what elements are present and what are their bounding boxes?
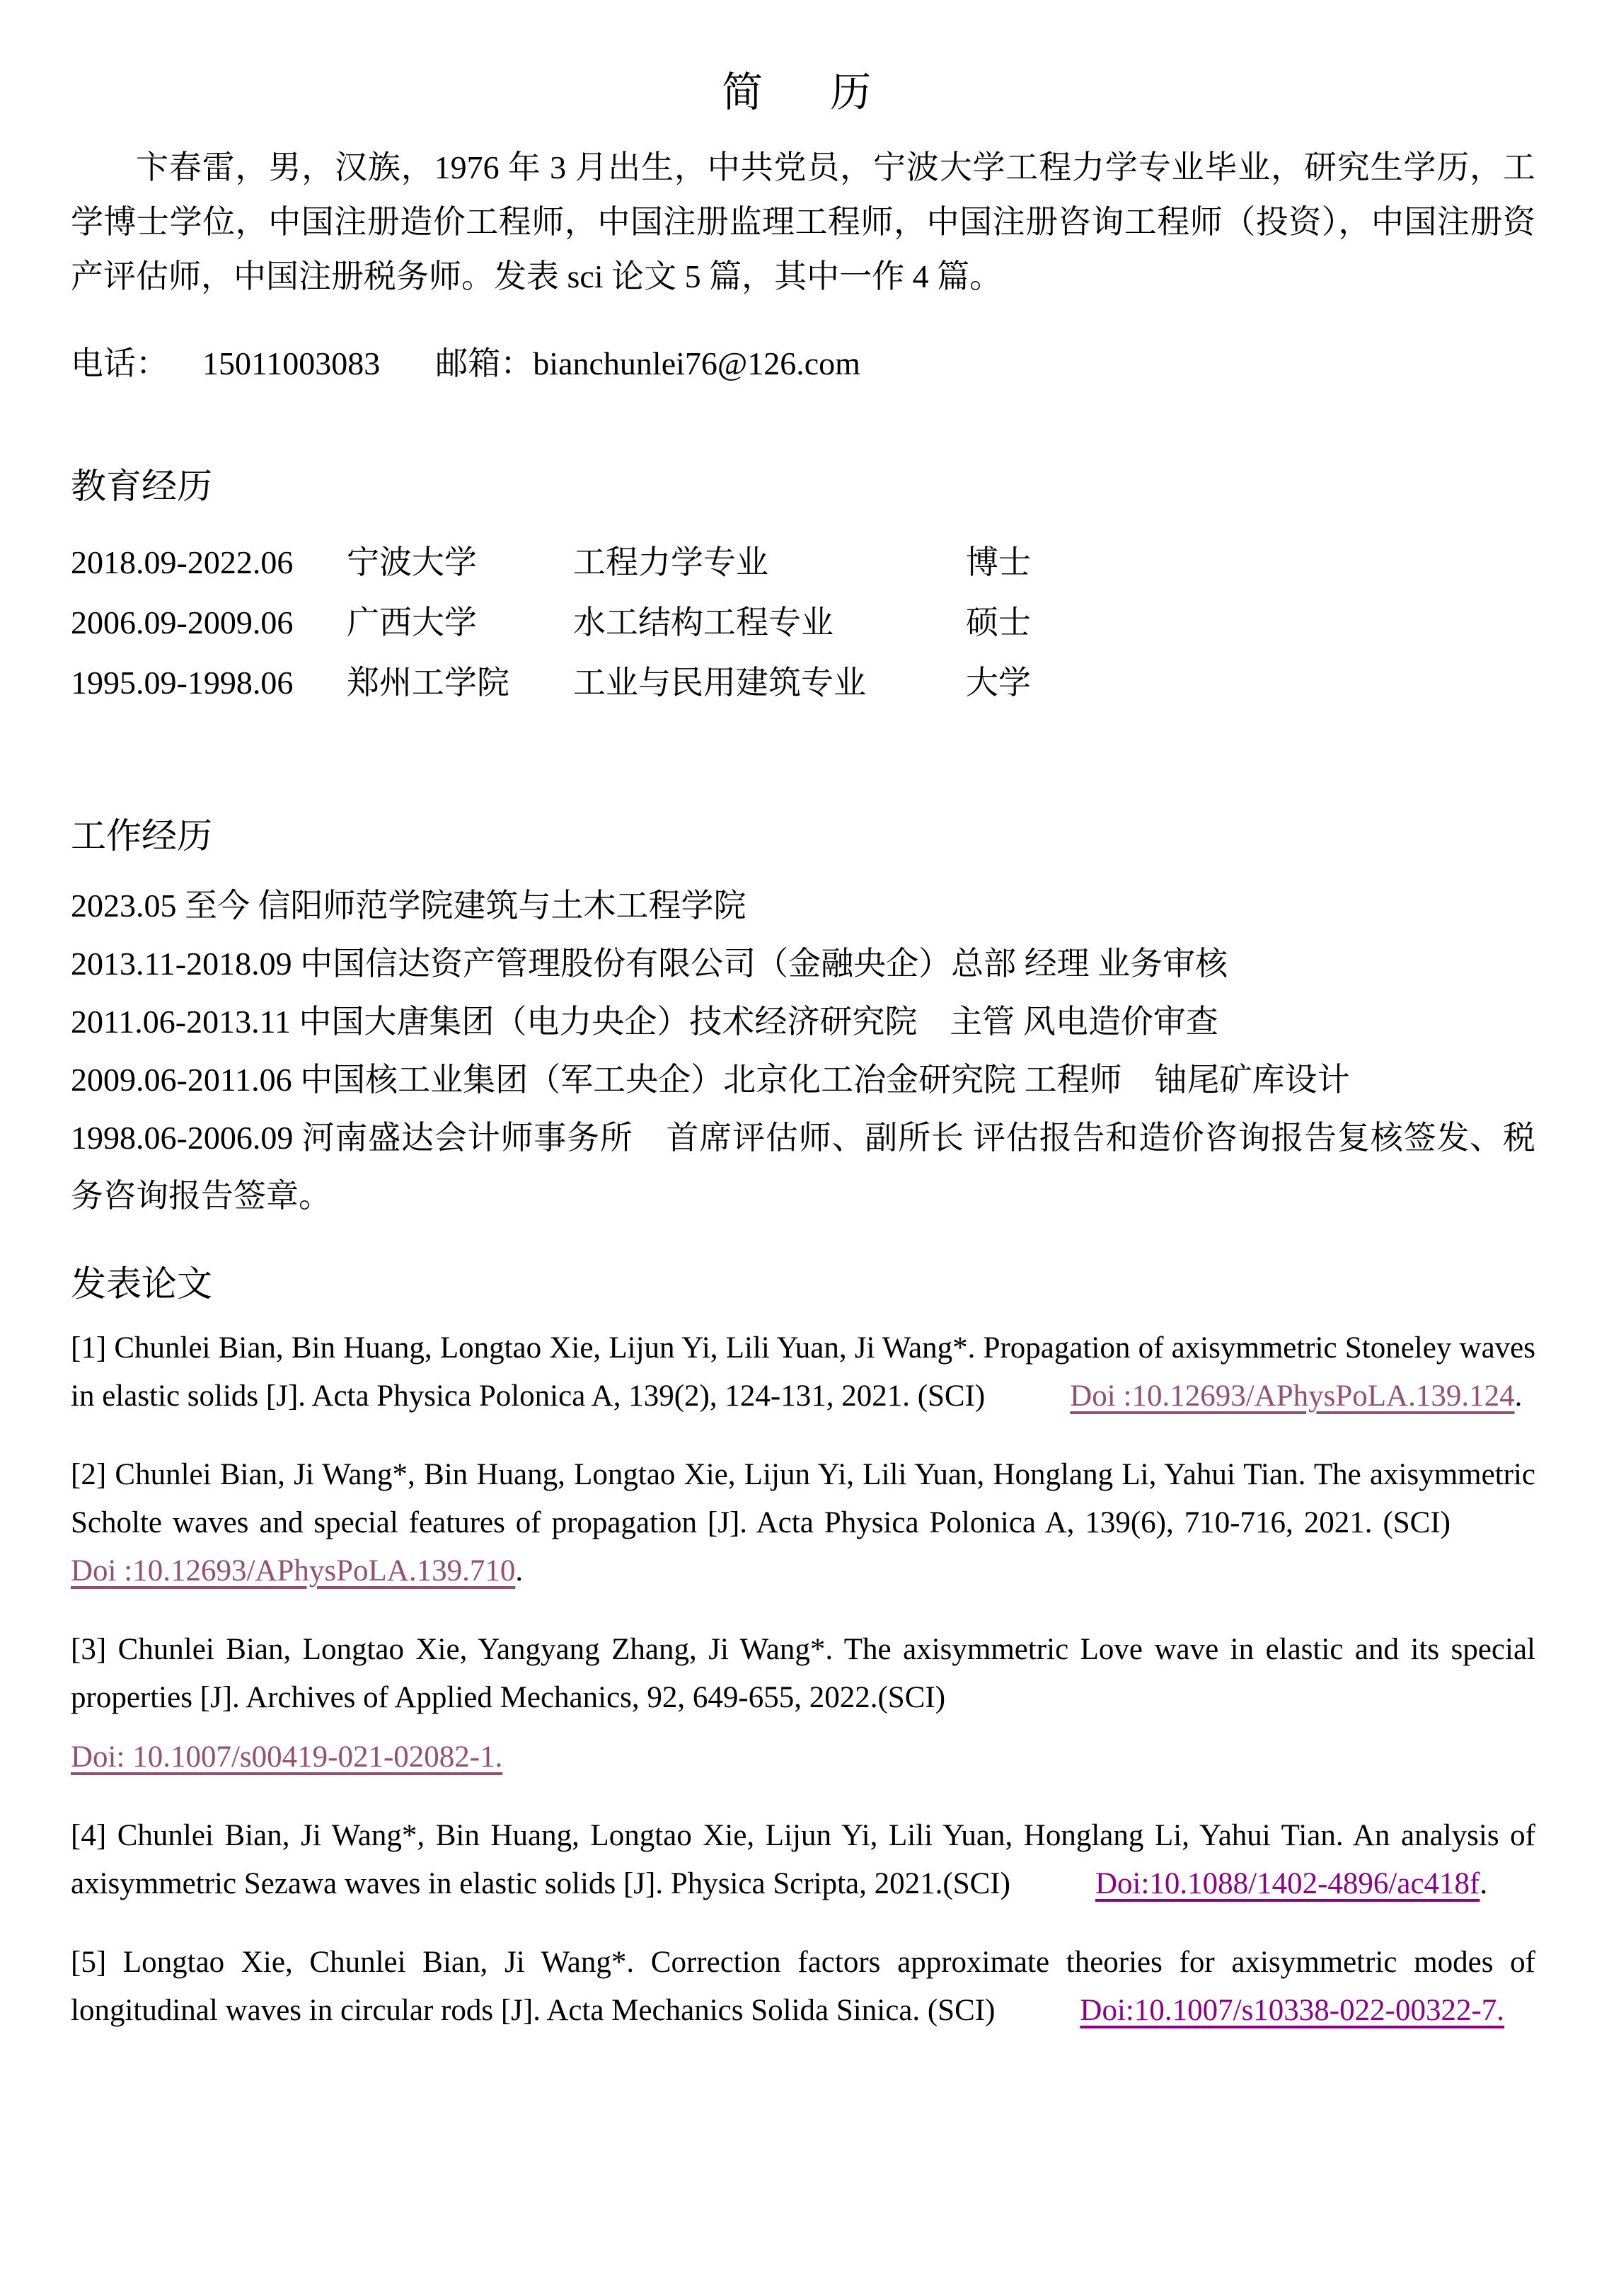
work-row: 2011.06-2013.11 中国大唐集团（电力央企）技术经济研究院 主管 风电造价审查 [71, 1003, 1218, 1040]
publication-suffix: . [1514, 1379, 1523, 1413]
intro-paragraph: 卞春雷，男，汉族，1976 年 3 月出生，中共党员，宁波大学工程力学专业毕业，研究生学历，工学博士学位，中国注册造价工程师，中国注册监理工程师，中国注册咨询工程师（投资），中国注册资产评估师，中国注册税务师。发表 sci 论文 5 篇，其中一作 4 篇。 [71, 149, 1535, 294]
publication-suffix: . [1480, 1867, 1488, 1900]
doi-line [71, 1733, 1535, 1781]
doi-link[interactable]: Doi: 10.1007/s00419-021-02082-1. [71, 1740, 503, 1774]
publications-list [71, 1324, 1535, 2035]
publication-item [71, 1324, 1535, 1420]
phone-number: 15011003083 [202, 345, 381, 381]
page-title: 简 历 [722, 69, 884, 115]
publication-item [71, 1939, 1535, 2035]
doi-link[interactable]: Doi:10.1007/s10338-022-00322-7. [1080, 1994, 1505, 2027]
education-degree: 博士 [966, 544, 1031, 580]
publication-item [71, 1626, 1535, 1781]
doi-link[interactable]: Doi :10.12693/APhysPoLA.139.710 [71, 1554, 516, 1588]
phone-label: 电话： [71, 345, 168, 381]
education-period: 1995.09-1998.06 [71, 665, 294, 701]
email-label: 邮箱： [435, 345, 534, 381]
work-heading: 工作经历 [71, 816, 212, 856]
education-heading: 教育经历 [71, 466, 212, 506]
publication-text: [1] Chunlei Bian, Bin Huang, Longtao Xie, Lijun Yi, Lili Yuan, Ji Wang*. Propagation of axisymmetric Stoneley waves in elastic solids [J]. Acta Physica Polonica A, 139(2), 124-131, 2021. (SCI) [71, 1331, 1535, 1413]
work-row: 2013.11-2018.09 中国信达资产管理股份有限公司（金融央企）总部 经理 业务审核 [71, 945, 1228, 982]
education-school: 广西大学 [347, 604, 477, 641]
education-row [71, 532, 1535, 592]
education-major: 工业与民用建筑专业 [573, 665, 866, 701]
education-table [71, 532, 1535, 713]
publication-text: [2] Chunlei Bian, Ji Wang*, Bin Huang, Longtao Xie, Lijun Yi, Lili Yuan, Honglang Li, Yahui Tian. The axisymmetric Scholte waves and special features of propagation [J]. Acta Physica Polonica A, 139(6), 710-716, 2021. (SCI) [71, 1458, 1535, 1539]
education-major: 水工结构工程专业 [573, 604, 834, 641]
education-school: 宁波大学 [347, 544, 477, 580]
education-period: 2018.09-2022.06 [71, 544, 294, 580]
publication-text: [3] Chunlei Bian, Longtao Xie, Yangyang Zhang, Ji Wang*. The axisymmetric Love wave in elastic and its special properties [J]. Archives of Applied Mechanics, 92, 649-655, 2022.(SCI) [71, 1633, 1535, 1714]
education-degree: 硕士 [966, 604, 1031, 641]
publication-text: [4] Chunlei Bian, Ji Wang*, Bin Huang, Longtao Xie, Lijun Yi, Lili Yuan, Honglang Li, Yahui Tian. An analysis of axisymmetric Sezawa waves in elastic solids [J]. Physica Scripta, 2021.(SCI) [71, 1819, 1535, 1900]
work-row: 1998.06-2006.09 河南盛达会计师事务所 首席评估师、副所长 评估报告和造价咨询报告复核签发、税务咨询报告签章。 [71, 1119, 1535, 1214]
doi-link[interactable]: Doi :10.12693/APhysPoLA.139.124 [1070, 1379, 1515, 1413]
publication-item [71, 1451, 1535, 1595]
work-list [71, 877, 1535, 1225]
email-address: bianchunlei76@126.com [533, 345, 860, 381]
contact-line [71, 336, 1535, 391]
education-school: 郑州工学院 [347, 665, 509, 701]
work-row: 2023.05 至今 信阳师范学院建筑与土木工程学院 [71, 887, 746, 924]
education-row [71, 592, 1535, 653]
publication-text: [5] Longtao Xie, Chunlei Bian, Ji Wang*. Correction factors approximate theories for axisymmetric modes of longitudinal waves in circular rods [J]. Acta Mechanics Solida Sinica. (SCI) [71, 1946, 1535, 2027]
doi-link[interactable]: Doi:10.1088/1402-4896/ac418f [1095, 1867, 1480, 1900]
education-degree: 大学 [966, 665, 1031, 701]
education-major: 工程力学专业 [573, 544, 768, 580]
publication-suffix: . [515, 1554, 524, 1588]
education-row [71, 653, 1535, 713]
education-period: 2006.09-2009.06 [71, 604, 294, 641]
work-row: 2009.06-2011.06 中国核工业集团（军工央企）北京化工冶金研究院 工程师 铀尾矿库设计 [71, 1061, 1350, 1098]
publications-heading: 发表论文 [71, 1263, 212, 1304]
publication-item [71, 1812, 1535, 1908]
